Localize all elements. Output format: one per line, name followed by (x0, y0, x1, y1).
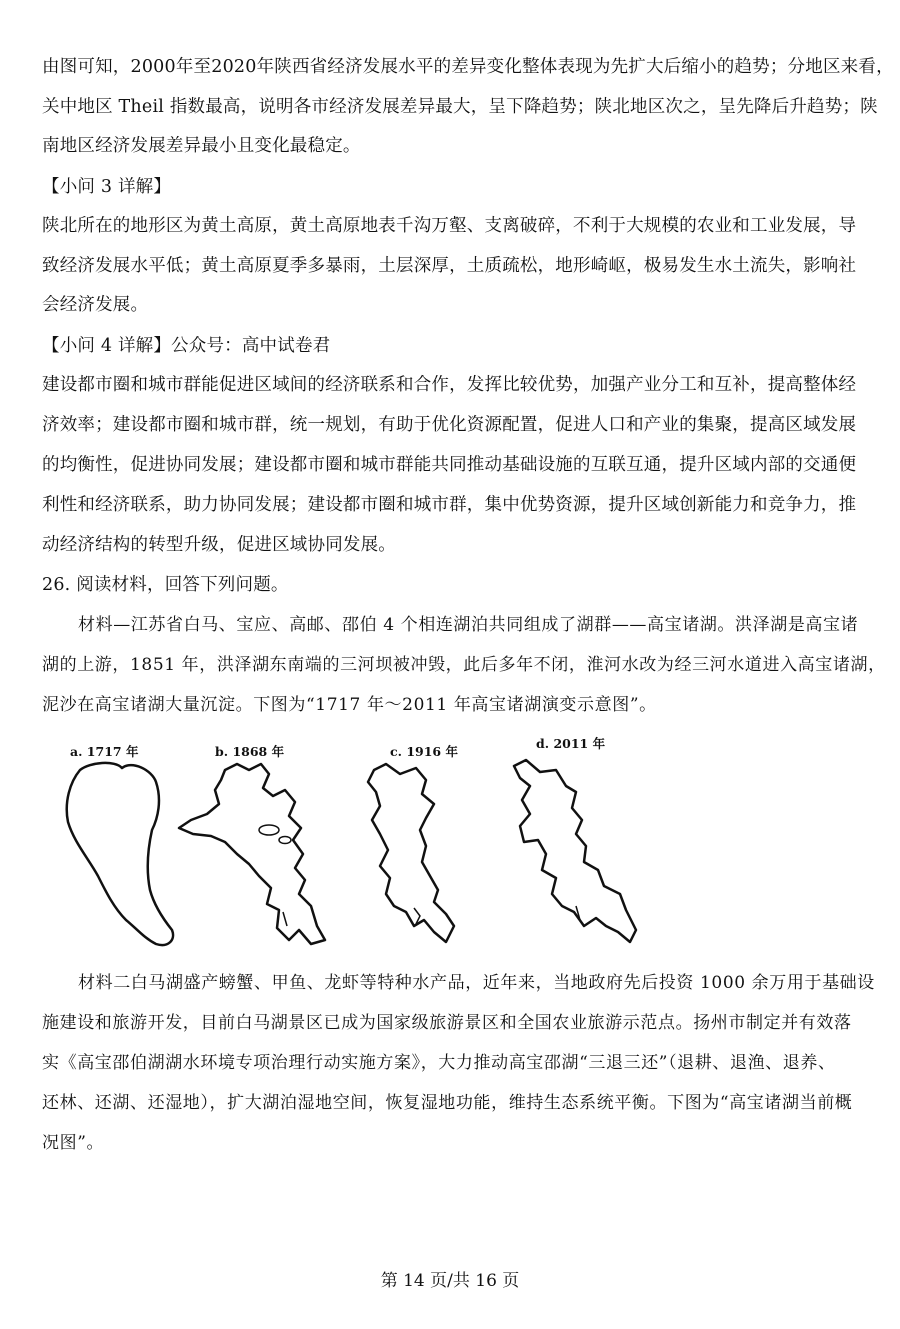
q3-line-3: 会经济发展。 (42, 295, 149, 315)
summary-line-3: 南地区经济发展差异最小且变化最稳定。 (42, 136, 361, 156)
material1-line-3: 泥沙在高宝诸湖大量沉淀。下图为“1717 年～2011 年高宝诸湖演变示意图”。 (42, 695, 657, 715)
question-26: 26. 阅读材料，回答下列问题。 (42, 575, 289, 595)
lake-evolution-figure (60, 730, 660, 955)
map-1868-label: b. 1868 年 (215, 744, 285, 759)
map-1868-outline (175, 730, 335, 955)
heading-q4: 【小问 4 详解】公众号：高中试卷君 (42, 336, 331, 356)
map-1717-label: a. 1717 年 (70, 744, 139, 759)
q4-line-1: 建设都市圈和城市群能促进区域间的经济联系和合作，发挥比较优势，加强产业分工和互补，提高整体经 (42, 375, 857, 395)
material2-line-3: 实《高宝邵伯湖湖水环境专项治理行动实施方案》，大力推动高宝邵湖“三退三还”（退耕、退渔、退养、 (42, 1053, 836, 1073)
material2-line-5: 况图”。 (42, 1133, 105, 1153)
material1-line-2: 湖的上游，1851 年，洪泽湖东南端的三河坝被冲毁，此后多年不闭，淮河水改为经三河水道进入高宝诸湖， (42, 655, 886, 675)
map-1916-outline (350, 730, 480, 955)
material2-line-2: 施建设和旅游开发，目前白马湖景区已成为国家级旅游景区和全国农业旅游示范点。扬州市制定并有效落 (42, 1013, 852, 1033)
q3-line-1: 陕北所在的地形区为黄土高原，黄土高原地表千沟万壑、支离破碎，不利于大规模的农业和工业发展，导 (42, 216, 857, 236)
summary-line-1: 由图可知，2000年至2020年陕西省经济发展水平的差异变化整体表现为先扩大后缩小的趋势；分地区来看， (42, 57, 894, 77)
material1-line-1: 材料—江苏省白马、宝应、高邮、邵伯 4 个相连湖泊共同组成了湖群——高宝诸湖。洪泽湖是高宝诸 (78, 615, 859, 635)
map-2011-outline (500, 730, 650, 955)
page-footer: 第 14 页/共 16 页 (380, 1271, 520, 1291)
material2-line-1: 材料二白马湖盛产螃蟹、甲鱼、龙虾等特种水产品，近年来，当地政府先后投资 1000 余万用于基础设 (78, 973, 875, 993)
q4-line-2: 济效率；建设都市圈和城市群，统一规划，有助于优化资源配置，促进人口和产业的集聚，提高区域发展 (42, 415, 857, 435)
q4-line-5: 动经济结构的转型升级，促进区域协同发展。 (42, 535, 396, 555)
material2-line-4: 还林、还湖、还湿地），扩大湖泊湿地空间，恢复湿地功能，维持生态系统平衡。下图为“高宝诸湖当前概 (42, 1093, 853, 1113)
summary-line-2: 关中地区 Theil 指数最高，说明各市经济发展差异最大，呈下降趋势；陕北地区次之，呈先降后升趋势；陕 (42, 97, 878, 117)
map-2011-label: d. 2011 年 (536, 736, 606, 751)
q4-line-4: 利性和经济联系，助力协同发展；建设都市圈和城市群，集中优势资源，提升区域创新能力和竞争力，推 (42, 495, 857, 515)
heading-q3: 【小问 3 详解】 (42, 177, 172, 197)
map-1916-label: c. 1916 年 (390, 744, 458, 759)
q4-line-3: 的均衡性，促进协同发展；建设都市圈和城市群能共同推动基础设施的互联互通，提升区域内部的交通便 (42, 455, 857, 475)
q3-line-2: 致经济发展水平低；黄土高原夏季多暴雨，土层深厚，土质疏松，地形崎岖，极易发生水土流失，影响社 (42, 256, 857, 276)
